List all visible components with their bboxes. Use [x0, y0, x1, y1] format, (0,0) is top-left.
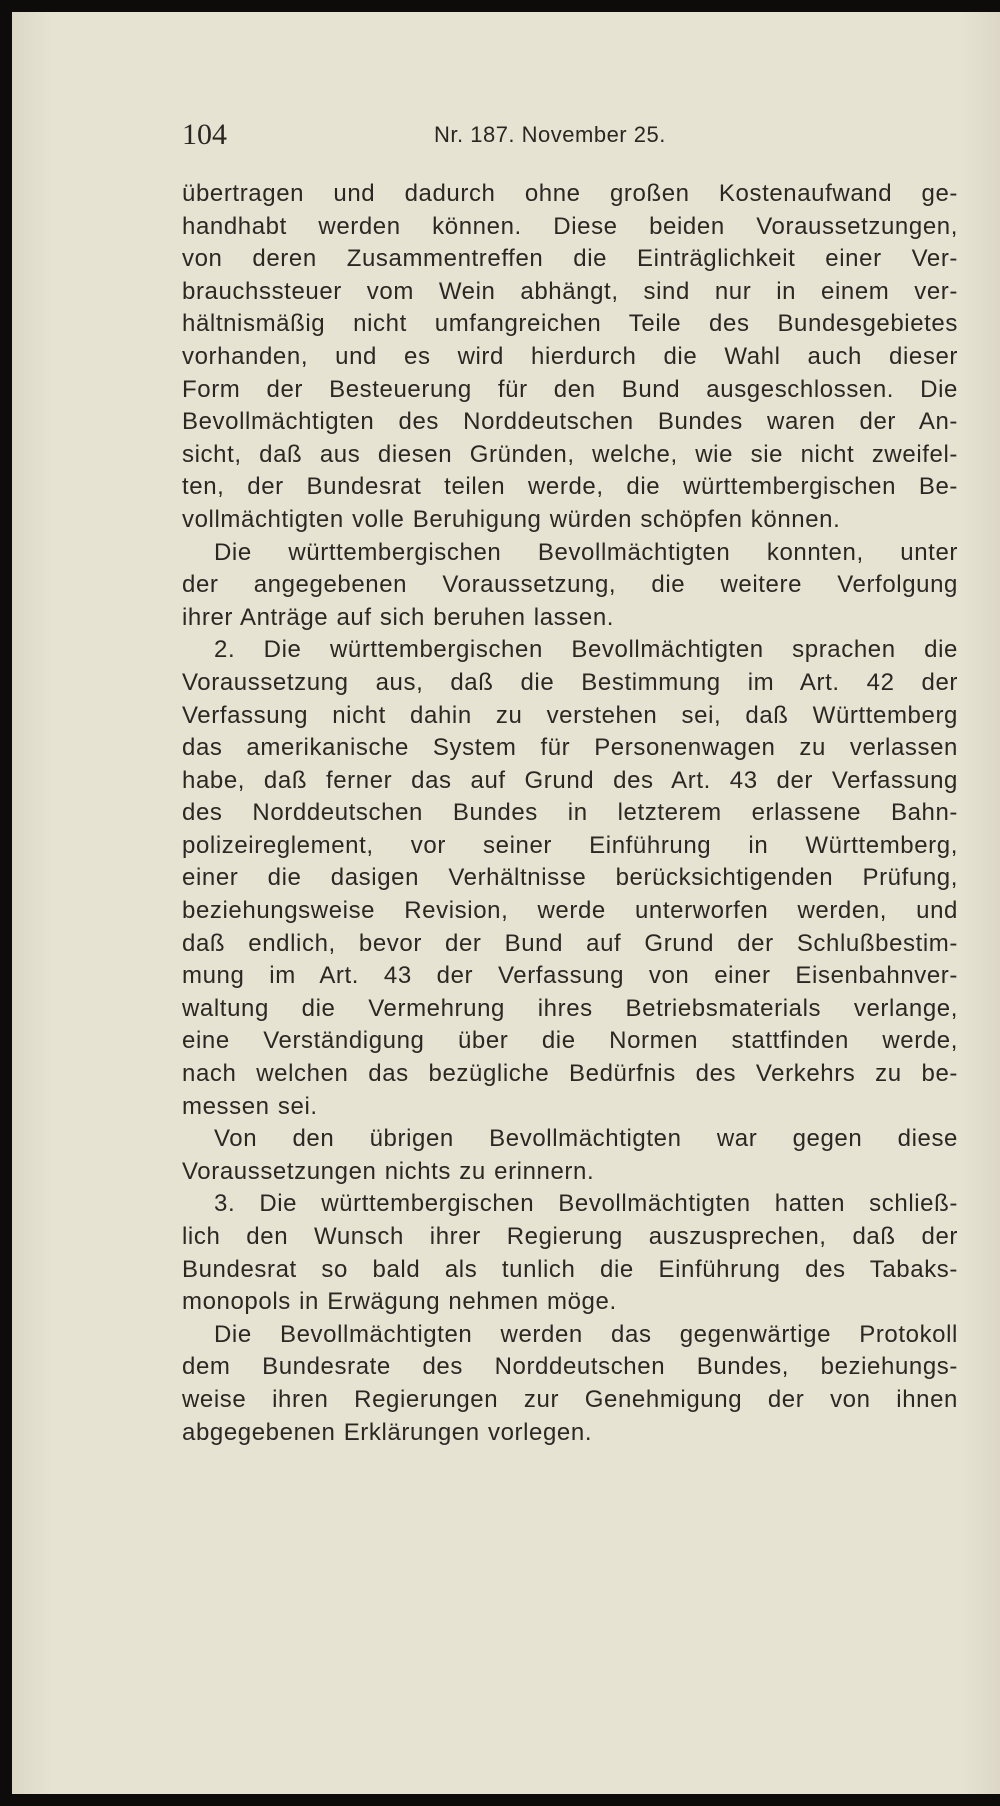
text-line: mung im Art. 43 der Verfassung von einer Eisenbahnver- [182, 962, 958, 990]
text-line: das amerikanische System für Personenwagen zu verlassen [182, 734, 958, 762]
text-line: ihrer Anträge auf sich beruhen lassen. [182, 603, 615, 631]
text-line: brauchssteuer vom Wein abhängt, sind nur in einem ver- [182, 277, 958, 305]
text-line: lich den Wunsch ihrer Regierung auszusprechen, daß der [182, 1223, 958, 1250]
text-line: Verfassung nicht dahin zu verstehen sei, daß Württemberg [182, 701, 958, 729]
text-line: Bundesrat so bald als tunlich die Einführung des Tabaks- [182, 1255, 958, 1283]
text-line: monopols in Erwägung nehmen möge. [182, 1288, 617, 1316]
text-line: eine Verständigung über die Normen stattfinden werde, [182, 1027, 958, 1055]
text-line: vorhanden, und es wird hierdurch die Wahl auch dieser [182, 342, 958, 370]
text-line: vollmächtigten volle Beruhigung würden schöpfen können. [182, 505, 841, 533]
text-line: habe, daß ferner das auf Grund des Art. 43 der Verfassung [182, 766, 958, 794]
text-line: beziehungsweise Revision, werde unterworfen werden, und [182, 897, 958, 925]
text-line: polizeireglement, vor seiner Einführung in Württemberg, [182, 831, 958, 859]
text-line: nach welchen das bezügliche Bedürfnis des Verkehrs zu be- [182, 1060, 958, 1088]
text-line: Die württembergischen Bevollmächtigten konnten, unter [214, 538, 958, 566]
text-line: hältnismäßig nicht umfangreichen Teile des Bundesgebietes [182, 310, 958, 338]
text-line: waltung die Vermehrung ihres Betriebsmaterials verlange, [182, 994, 958, 1022]
text-line: Voraussetzungen nichts zu erinnern. [182, 1157, 595, 1185]
text-line: messen sei. [182, 1092, 318, 1120]
text-line: 2. Die württembergischen Bevollmächtigten sprachen die [214, 636, 958, 664]
text-line: dem Bundesrate des Norddeutschen Bundes, beziehungs- [182, 1353, 958, 1381]
text-line: 3. Die württembergischen Bevollmächtigten hatten schließ- [214, 1190, 958, 1218]
text-line: ten, der Bundesrat teilen werde, die württembergischen Be- [182, 473, 958, 501]
page-header [182, 115, 722, 155]
text-line: daß endlich, bevor der Bund auf Grund der Schlußbestim- [182, 929, 958, 957]
text-line: einer die dasigen Verhältnisse berücksichtigenden Prüfung, [182, 864, 958, 892]
text-line: weise ihren Regierungen zur Genehmigung der von ihnen [182, 1385, 958, 1413]
page-number: 104 [182, 118, 227, 151]
text-line: des Norddeutschen Bundes in letzterem erlassene Bahn- [182, 799, 958, 827]
text-line: von deren Zusammentreffen die Einträglichkeit einer Ver- [182, 245, 958, 273]
book-page [12, 12, 1000, 1794]
text-line: abgegebenen Erklärungen vorlegen. [182, 1418, 593, 1446]
text-line: Die Bevollmächtigten werden das gegenwärtige Protokoll [214, 1320, 958, 1348]
text-line: der angegebenen Voraussetzung, die weitere Verfolgung [182, 571, 958, 599]
text-line: handhabt werden können. Diese beiden Voraussetzungen, [182, 212, 958, 240]
body-text [182, 178, 958, 1449]
text-line: Form der Besteuerung für den Bund ausgeschlossen. Die [182, 375, 958, 403]
running-head: Nr. 187. November 25. [434, 122, 666, 147]
text-line: Von den übrigen Bevollmächtigten war gegen diese [214, 1125, 958, 1153]
text-line: Voraussetzung aus, daß die Bestimmung im Art. 42 der [182, 668, 958, 696]
text-line: Bevollmächtigten des Norddeutschen Bundes waren der An- [182, 408, 958, 436]
text-line: übertragen und dadurch ohne großen Kostenaufwand ge- [182, 180, 958, 207]
text-line: sicht, daß aus diesen Gründen, welche, wie sie nicht zweifel- [182, 440, 958, 468]
